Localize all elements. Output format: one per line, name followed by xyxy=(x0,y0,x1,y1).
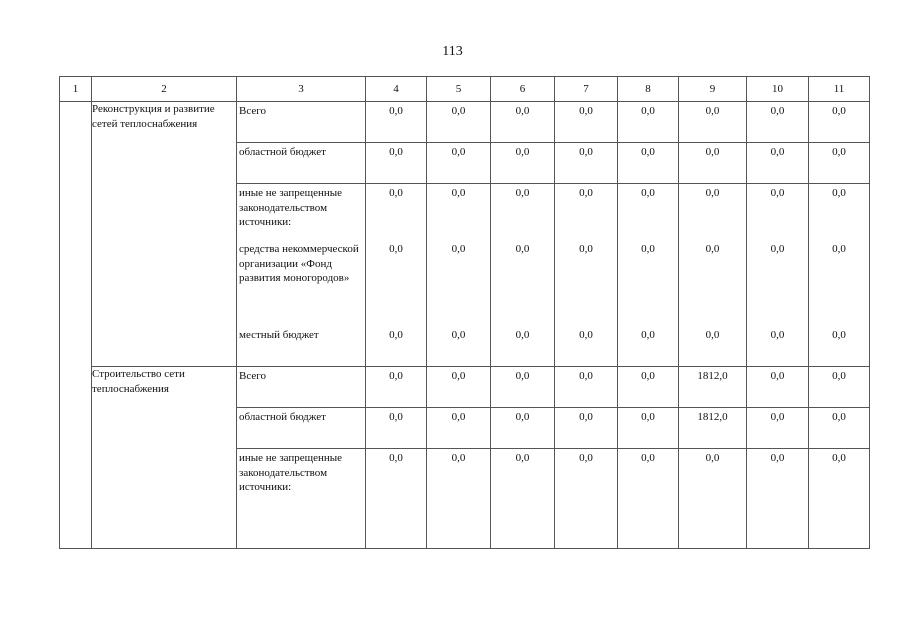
value-cell xyxy=(427,367,491,408)
value-cell xyxy=(679,449,747,549)
value-cell xyxy=(427,102,491,143)
value: 0,0 xyxy=(641,329,655,341)
value-cell xyxy=(747,408,809,449)
value: 0,0 xyxy=(832,243,846,255)
page-number: 113 xyxy=(442,44,463,59)
value: 0,0 xyxy=(451,329,466,341)
value-cell xyxy=(809,184,870,367)
value: 0,0 xyxy=(389,146,403,158)
value: 0,0 xyxy=(770,187,785,199)
value-cell xyxy=(491,449,555,549)
header-cell: 2 xyxy=(92,77,237,102)
value: 0,0 xyxy=(515,146,530,158)
value-cell xyxy=(366,408,427,449)
value-cell xyxy=(747,367,809,408)
value-cell xyxy=(618,143,679,184)
value: 0,0 xyxy=(641,411,655,423)
value: 0,0 xyxy=(770,452,785,464)
funding-source: областной бюджет xyxy=(239,411,326,423)
value-cell xyxy=(555,143,618,184)
budget-table xyxy=(59,76,870,549)
funding-source: областной бюджет xyxy=(239,146,326,158)
source-cell xyxy=(237,367,366,408)
value-cell xyxy=(427,184,491,367)
source-cell xyxy=(237,408,366,449)
value: 0,0 xyxy=(579,370,593,382)
source-cell xyxy=(237,102,366,143)
value-cell xyxy=(366,143,427,184)
value-cell xyxy=(491,102,555,143)
value: 1812,0 xyxy=(697,370,728,382)
value-cell xyxy=(679,367,747,408)
value: 0,0 xyxy=(705,105,720,117)
value: 0,0 xyxy=(515,329,530,341)
value: 0,0 xyxy=(515,452,530,464)
value: 0,0 xyxy=(770,329,785,341)
table-row xyxy=(60,102,870,143)
value: 0,0 xyxy=(451,146,466,158)
value-cell xyxy=(555,408,618,449)
value: 0,0 xyxy=(641,452,655,464)
value: 0,0 xyxy=(770,105,785,117)
value: 0,0 xyxy=(579,243,593,255)
value-cell xyxy=(491,143,555,184)
value: 0,0 xyxy=(832,452,846,464)
value: 0,0 xyxy=(515,187,530,199)
value-cell xyxy=(747,449,809,549)
value: 0,0 xyxy=(579,452,593,464)
value-cell xyxy=(809,408,870,449)
value: 0,0 xyxy=(705,146,720,158)
value-cell xyxy=(366,449,427,549)
value-cell xyxy=(747,102,809,143)
value: 0,0 xyxy=(451,187,466,199)
value-cell xyxy=(809,143,870,184)
value-cell xyxy=(366,102,427,143)
value-cell xyxy=(555,102,618,143)
value-cell xyxy=(618,449,679,549)
header-cell: 6 xyxy=(491,77,555,102)
header-row xyxy=(60,77,870,102)
value-cell xyxy=(618,102,679,143)
header-cell: 4 xyxy=(366,77,427,102)
value-cell xyxy=(679,184,747,367)
funding-source: иные не запрещенные законодательством источники: xyxy=(239,187,343,228)
value: 0,0 xyxy=(451,105,466,117)
value: 0,0 xyxy=(579,411,593,423)
value: 0,0 xyxy=(389,329,403,341)
value-cell xyxy=(555,367,618,408)
item-name: Реконструкция и развитие сетей теплоснабжения xyxy=(92,102,237,367)
value: 0,0 xyxy=(770,411,785,423)
value-cell xyxy=(427,408,491,449)
source-cell xyxy=(237,143,366,184)
value-cell xyxy=(491,367,555,408)
value: 0,0 xyxy=(641,243,655,255)
value: 0,0 xyxy=(451,243,466,255)
value: 0,0 xyxy=(451,370,466,382)
value-cell xyxy=(555,184,618,367)
value-cell xyxy=(679,408,747,449)
value-cell xyxy=(555,449,618,549)
funding-source: иные не запрещенные законодательством источники: xyxy=(239,452,343,493)
item-name: Строительство сети теплоснабжения xyxy=(92,367,237,549)
value: 0,0 xyxy=(515,411,530,423)
value: 0,0 xyxy=(579,105,593,117)
value: 0,0 xyxy=(641,187,655,199)
value: 0,0 xyxy=(579,146,593,158)
value: 0,0 xyxy=(451,452,466,464)
header-cell: 3 xyxy=(237,77,366,102)
value: 0,0 xyxy=(515,370,530,382)
header-cell: 5 xyxy=(427,77,491,102)
value-cell xyxy=(679,102,747,143)
value-cell xyxy=(809,102,870,143)
value: 0,0 xyxy=(705,243,720,255)
value-cell xyxy=(618,367,679,408)
value: 0,0 xyxy=(832,329,846,341)
value: 0,0 xyxy=(451,411,466,423)
source-cell xyxy=(237,449,366,549)
funding-source: Всего xyxy=(239,370,266,382)
value-cell xyxy=(747,143,809,184)
header-cell: 1 xyxy=(60,77,92,102)
funding-source: местный бюджет xyxy=(239,329,319,341)
header-cell: 10 xyxy=(747,77,809,102)
value: 0,0 xyxy=(515,105,530,117)
value: 0,0 xyxy=(641,146,655,158)
header-cell: 7 xyxy=(555,77,618,102)
value: 0,0 xyxy=(641,370,655,382)
value-cell xyxy=(747,184,809,367)
value: 0,0 xyxy=(389,370,403,382)
value: 0,0 xyxy=(579,329,593,341)
value-cell xyxy=(427,143,491,184)
value: 0,0 xyxy=(705,329,720,341)
funding-source: средства некоммерческой организации «Фонд развития моногородов» xyxy=(239,243,359,284)
col1-cell xyxy=(60,102,92,549)
value: 0,0 xyxy=(832,187,846,199)
value-cell xyxy=(427,449,491,549)
value-cell xyxy=(491,408,555,449)
table-row xyxy=(60,367,870,408)
value: 0,0 xyxy=(641,105,655,117)
value: 0,0 xyxy=(515,243,530,255)
value: 0,0 xyxy=(389,452,403,464)
value: 0,0 xyxy=(832,411,846,423)
value: 0,0 xyxy=(579,187,593,199)
value: 0,0 xyxy=(389,105,403,117)
value: 0,0 xyxy=(389,187,403,199)
value-cell xyxy=(618,408,679,449)
value-cell xyxy=(809,449,870,549)
value-cell xyxy=(491,184,555,367)
value-cell xyxy=(618,184,679,367)
value: 0,0 xyxy=(832,105,846,117)
funding-source: Всего xyxy=(239,105,266,117)
value: 0,0 xyxy=(770,146,785,158)
value: 0,0 xyxy=(389,411,403,423)
value-cell xyxy=(366,184,427,367)
value: 0,0 xyxy=(832,146,846,158)
header-cell: 9 xyxy=(679,77,747,102)
value: 0,0 xyxy=(705,452,720,464)
value: 0,0 xyxy=(770,243,785,255)
value-cell xyxy=(366,367,427,408)
value: 0,0 xyxy=(389,243,403,255)
value-cell xyxy=(809,367,870,408)
table-body xyxy=(60,102,870,549)
header-cell: 11 xyxy=(809,77,870,102)
value-cell xyxy=(679,143,747,184)
value: 1812,0 xyxy=(697,411,728,423)
value: 0,0 xyxy=(770,370,785,382)
header-cell: 8 xyxy=(618,77,679,102)
source-cell xyxy=(237,184,366,367)
value: 0,0 xyxy=(705,187,720,199)
value: 0,0 xyxy=(832,370,846,382)
